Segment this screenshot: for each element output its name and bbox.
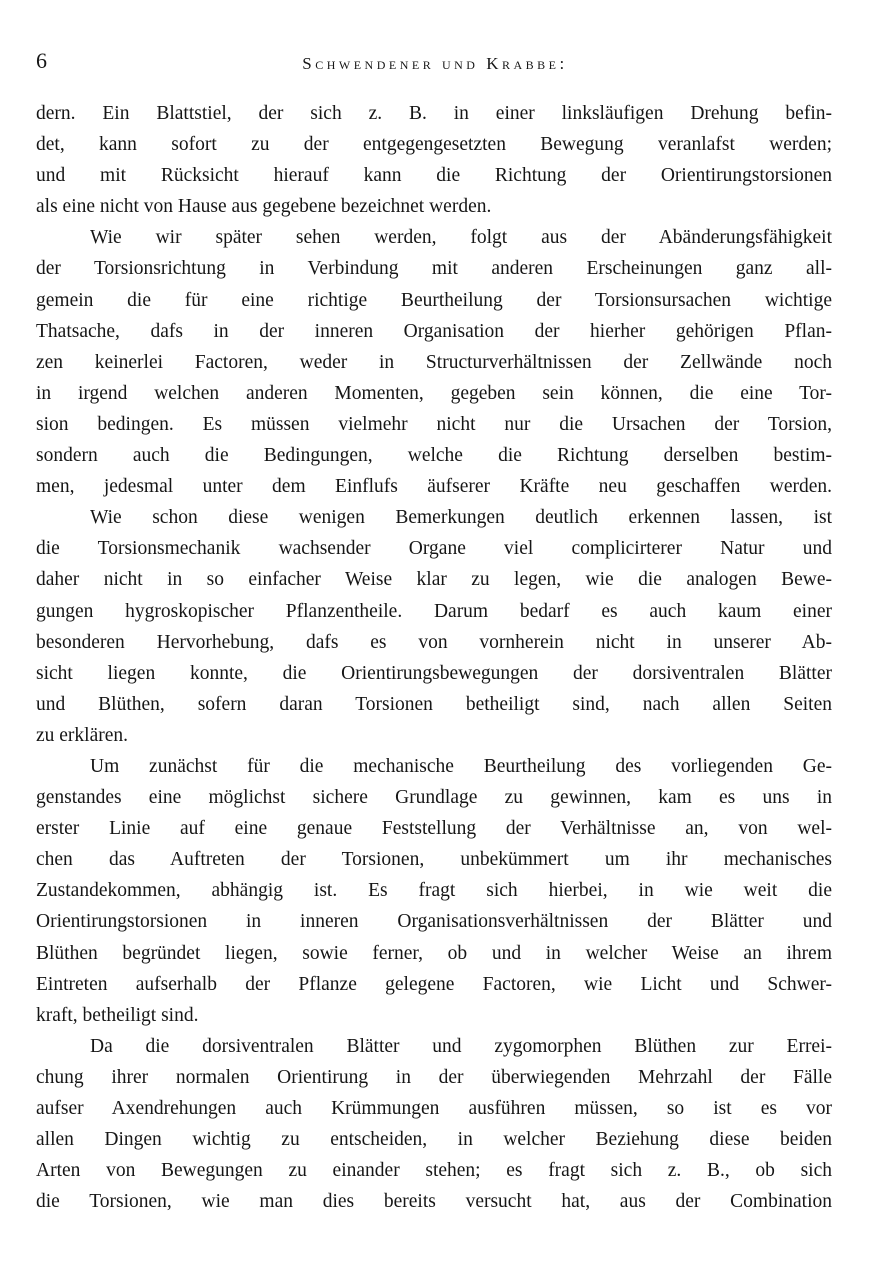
text-line: besonderen Hervorhebung, dafs es von vornherein nicht in unserer Ab- [36,631,832,653]
running-head: Schwendener und Krabbe: [302,54,568,73]
text-line: sion bedingen. Es müssen vielmehr nicht nur die Ursachen der Torsion, [36,413,832,435]
text-line: kraft, betheiligt sind. [36,1004,199,1026]
text-line: chung ihrer normalen Orientirung in der überwiegenden Mehrzahl der Fälle [36,1066,832,1088]
text-line: Da die dorsiventralen Blätter und zygomorphen Blüthen zur Errei- [90,1035,832,1057]
page-number: 6 [36,48,47,73]
paragraph-2 [36,222,832,502]
text-line: sicht liegen konnte, die Orientirungsbewegungen der dorsiventralen Blätter [36,662,832,684]
text-line: der Torsionsrichtung in Verbindung mit anderen Erscheinungen ganz all- [36,258,832,280]
text-line: und Blüthen, sofern daran Torsionen betheiligt sind, nach allen Seiten [36,693,832,715]
text-line: Orientirungstorsionen in inneren Organisationsverhältnissen der Blätter und [36,911,832,933]
text-line: daher nicht in so einfacher Weise klar zu legen, wie die analogen Bewe- [36,569,832,591]
text-line: genstandes eine möglichst sichere Grundlage zu gewinnen, kam es uns in [36,787,832,809]
paragraph-4 [36,751,832,1031]
text-line: Wie wir später sehen werden, folgt aus der Abänderungsfähigkeit [90,227,832,249]
text-line: in irgend welchen anderen Momenten, gegeben sein können, die eine Tor- [36,382,832,404]
text-line: allen Dingen wichtig zu entscheiden, in welcher Beziehung diese beiden [36,1129,832,1151]
text-line: sondern auch die Bedingungen, welche die Richtung derselben bestim- [36,445,832,467]
paragraph-3 [36,502,832,751]
text-line: und mit Rücksicht hierauf kann die Richtung der Orientirungstorsionen [36,165,832,187]
text-line: dern. Ein Blattstiel, der sich z. B. in einer linksläufigen Drehung befin- [36,103,832,124]
text-line: als eine nicht von Hause aus gegebene bezeichnet werden. [36,196,492,218]
text-line: zen keinerlei Factoren, weder in Structurverhältnissen der Zellwände noch [36,351,832,373]
text-line: Arten von Bewegungen zu einander stehen; es fragt sich z. B., ob sich [36,1160,832,1182]
body-text [36,98,832,1217]
text-line: det, kann sofort zu der entgegengesetzten Bewegung veranlafst werden; [36,134,832,156]
text-line: die Torsionen, wie man dies bereits versucht hat, aus der Combination [36,1191,832,1213]
text-line: aufser Axendrehungen auch Krümmungen ausführen müssen, so ist es vor [36,1098,832,1119]
text-line: Eintreten aufserhalb der Pflanze gelegene Factoren, wie Licht und Schwer- [36,973,832,995]
text-line: Wie schon diese wenigen Bemerkungen deutlich erkennen lassen, ist [90,507,832,529]
text-line: zu erklären. [36,724,129,746]
text-line: gemein die für eine richtige Beurtheilung der Torsionsursachen wichtige [36,289,832,311]
text-line: chen das Auftreten der Torsionen, unbekümmert um ihr mechanisches [36,849,832,871]
text-line: die Torsionsmechanik wachsender Organe viel complicirterer Natur und [36,538,832,560]
text-line: Zustandekommen, abhängig ist. Es fragt sich hierbei, in wie weit die [36,880,832,902]
text-line: Thatsache, dafs in der inneren Organisation der hierher gehörigen Pflan- [36,320,832,342]
text-line: men, jedesmal unter dem Einflufs äufserer Kräfte neu geschaffen werden. [36,476,832,498]
text-line: Blüthen begründet liegen, sowie ferner, ob und in welcher Weise an ihrem [36,942,832,964]
text-line: Um zunächst für die mechanische Beurtheilung des vorliegenden Ge- [90,755,832,777]
text-line: gungen hygroskopischer Pflanzentheile. Darum bedarf es auch kaum einer [36,600,832,622]
text-line: erster Linie auf eine genaue Feststellung der Verhältnisse an, von wel- [36,818,832,840]
paragraph-1 [36,98,832,222]
paragraph-5 [36,1031,832,1218]
